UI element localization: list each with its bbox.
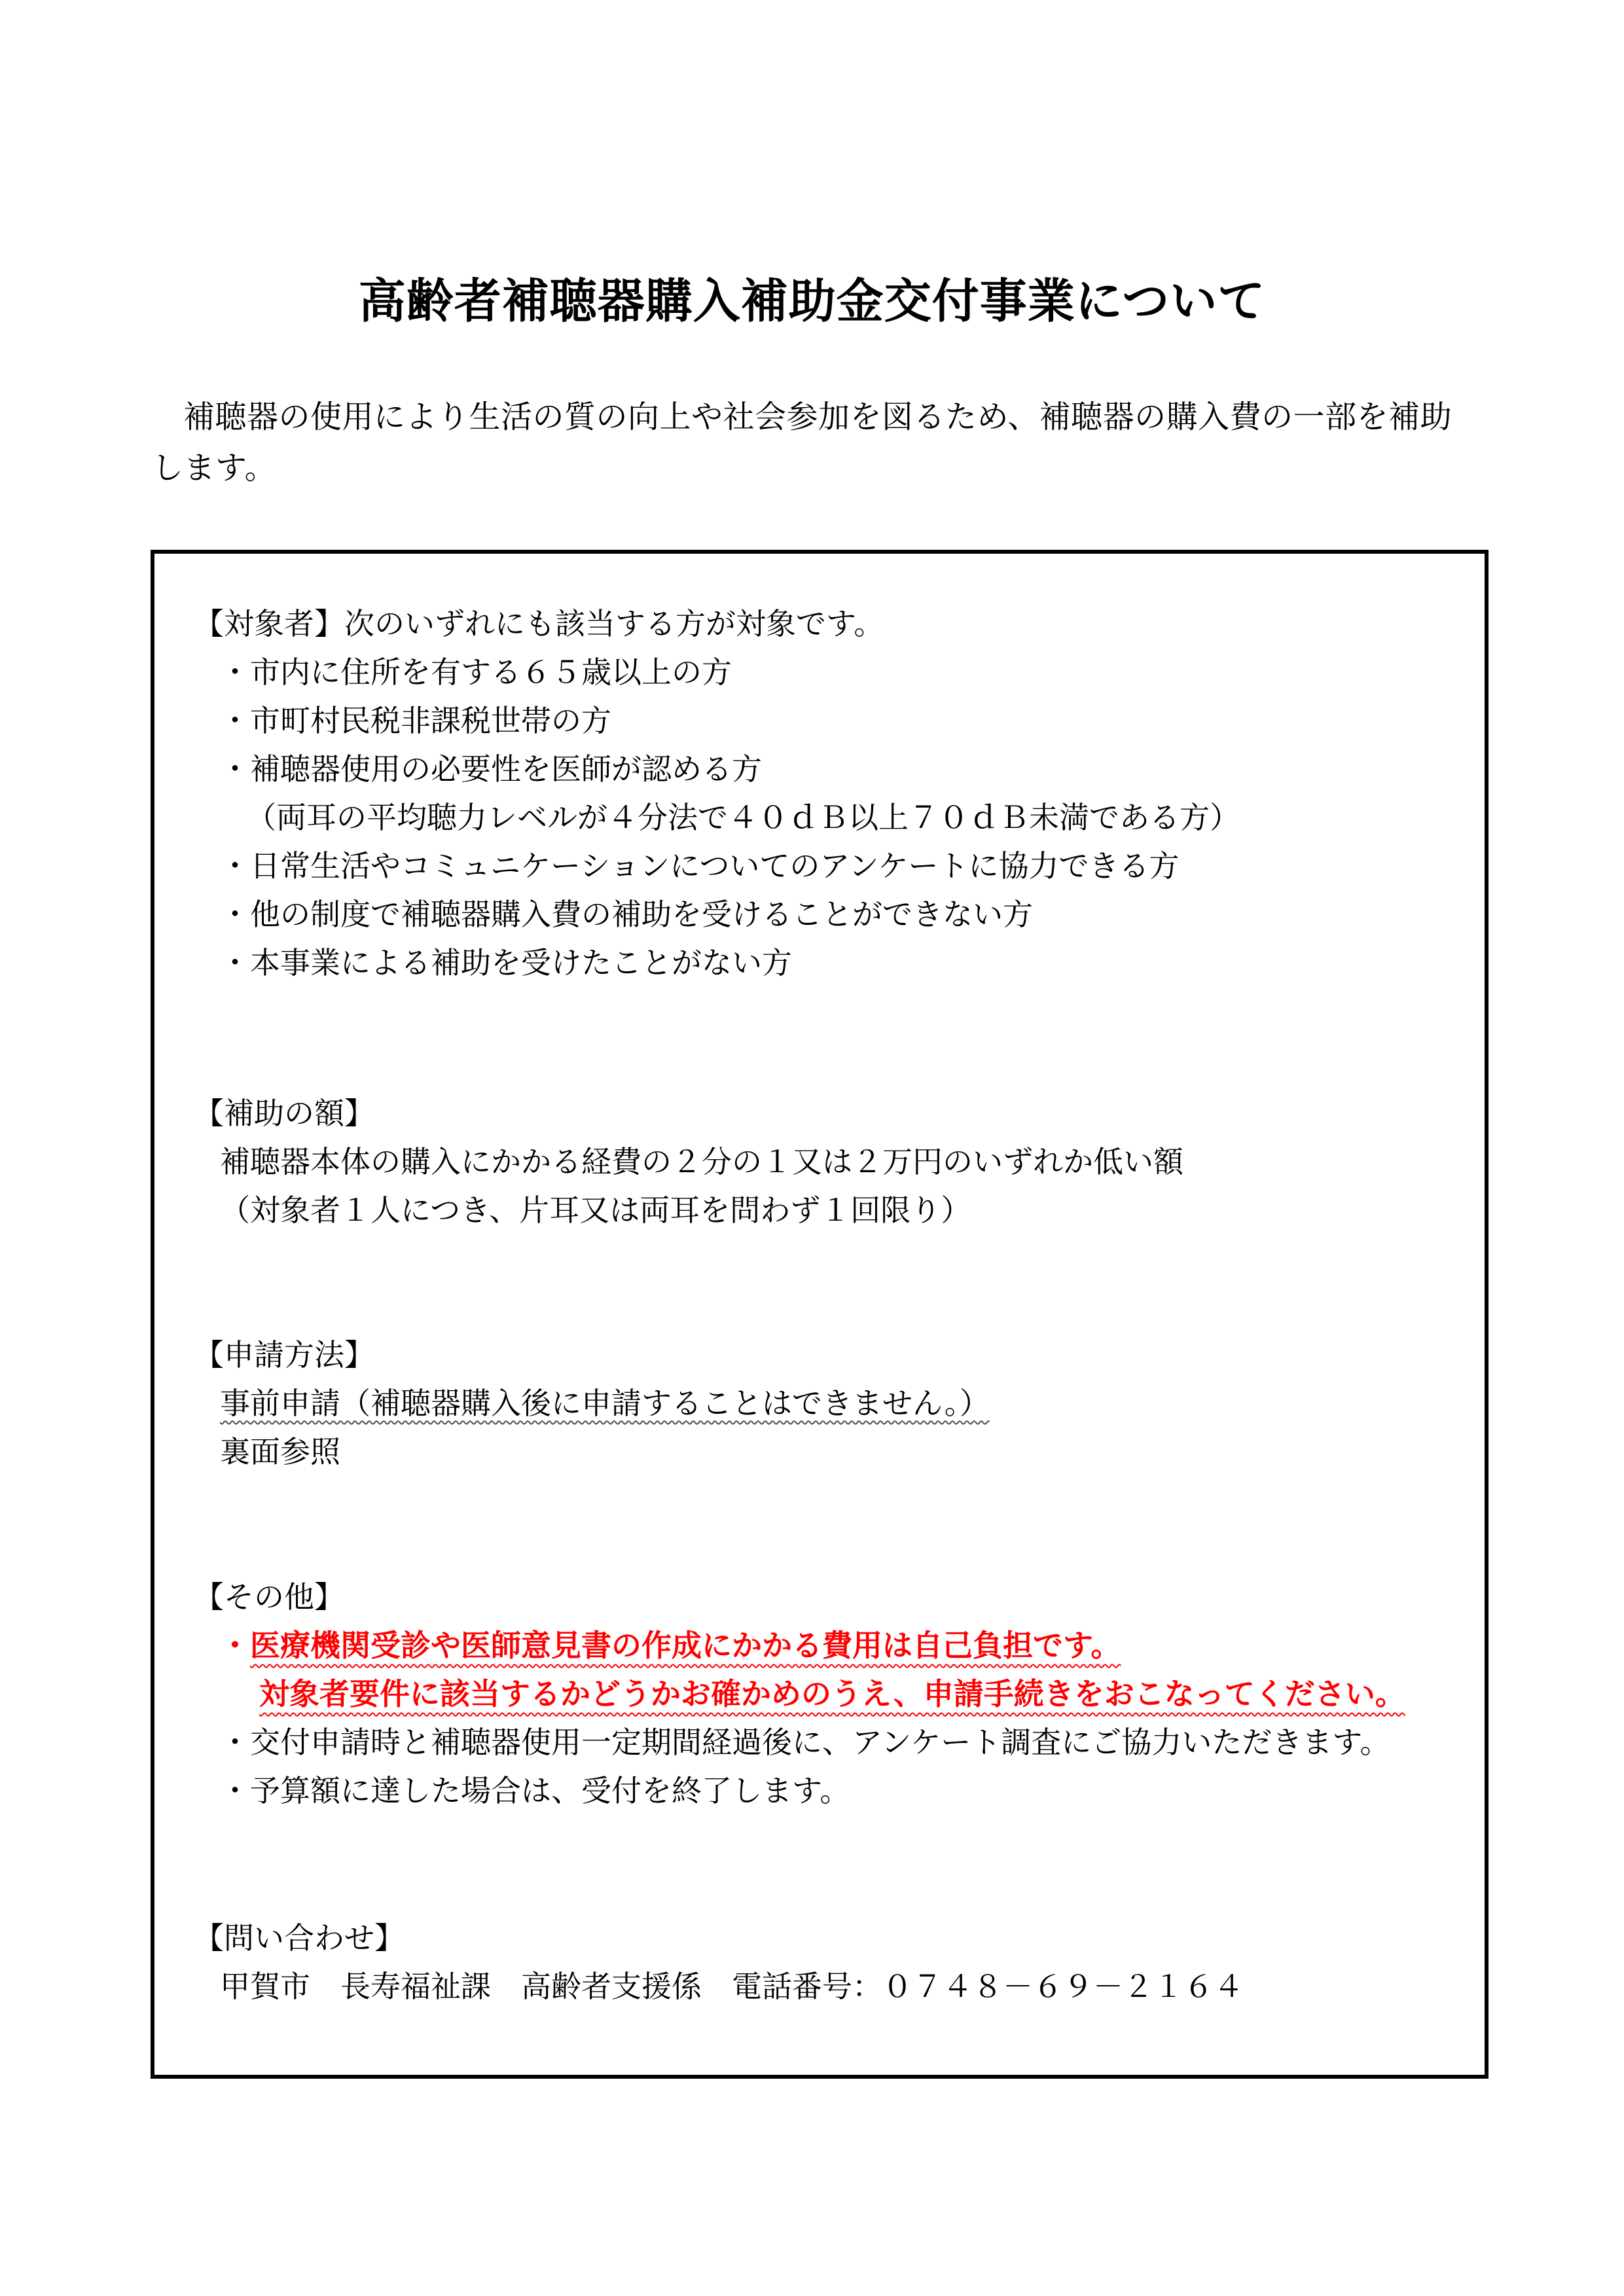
other-item-budget: ・予算額に達した場合は、受付を終了します。 — [220, 1773, 850, 1808]
eligibility-item-tax: ・市町村民税非課税世帯の方 — [220, 703, 611, 738]
application-line — [194, 1379, 1477, 1427]
other-red-line-1 — [194, 1621, 1477, 1670]
contact-heading: 【問い合わせ】 — [194, 1920, 405, 1956]
eligibility-item-other-system: ・他の制度で補聴器購入費の補助を受けることができない方 — [220, 897, 1033, 932]
amount-section — [194, 1089, 1477, 1234]
contact-section — [194, 1914, 1477, 2011]
application-section — [194, 1331, 1477, 1476]
other-red-text-2: 対象者要件に該当するかどうかお確かめのうえ、申請手続きをおこなってください。 — [259, 1676, 1405, 1712]
other-red-text-1: 医療機関受診や医師意見書の作成にかかる費用は自己負担です。 — [250, 1628, 1121, 1663]
amount-note: （対象者１人につき、片耳又は両耳を問わず１回限り） — [220, 1193, 971, 1228]
amount-heading: 【補助の額】 — [194, 1096, 374, 1131]
eligibility-item-age: ・市内に住所を有する６５歳以上の方 — [220, 655, 732, 690]
eligibility-heading: 【対象者】次のいずれにも該当する方が対象です。 — [194, 606, 884, 641]
amount-line: 補聴器本体の購入にかかる経費の２分の１又は２万円のいずれか低い額 — [220, 1144, 1183, 1179]
application-heading: 【申請方法】 — [194, 1337, 374, 1372]
application-prior-notice: 事前申請（補聴器購入後に申請することはできません。） — [220, 1386, 990, 1421]
contact-line: 甲賀市 長寿福祉課 高齢者支援係 電話番号：０７４８－６９－２１６４ — [220, 1969, 1244, 2004]
other-item-survey: ・交付申請時と補聴器使用一定期間経過後に、アンケート調査にご協力いただきます。 — [220, 1725, 1390, 1760]
eligibility-item-survey: ・日常生活やコミュニケーションについてのアンケートに協力できる方 — [220, 848, 1180, 884]
info-box — [151, 550, 1489, 2079]
other-heading: 【その他】 — [194, 1579, 344, 1615]
other-section — [194, 1573, 1477, 1815]
application-see-reverse: 裏面参照 — [220, 1434, 340, 1469]
page-title: 高齢者補聴器購入補助金交付事業について — [358, 274, 1266, 329]
eligibility-item-doctor: ・補聴器使用の必要性を医師が認める方 — [220, 751, 762, 787]
intro-paragraph: 補聴器の使用により生活の質の向上や社会参加を図るため、補聴器の購入費の一部を補助します。 — [152, 399, 1453, 486]
other-red-line-2 — [194, 1670, 1477, 1718]
eligibility-section — [194, 600, 1477, 987]
eligibility-item-first-time: ・本事業による補助を受けたことがない方 — [220, 945, 792, 980]
eligibility-item-hearing-level: （両耳の平均聴力レベルが４分法で４０ｄＢ以上７０ｄＢ未満である方） — [246, 800, 1240, 835]
other-red-bullet: ・ — [220, 1628, 250, 1663]
